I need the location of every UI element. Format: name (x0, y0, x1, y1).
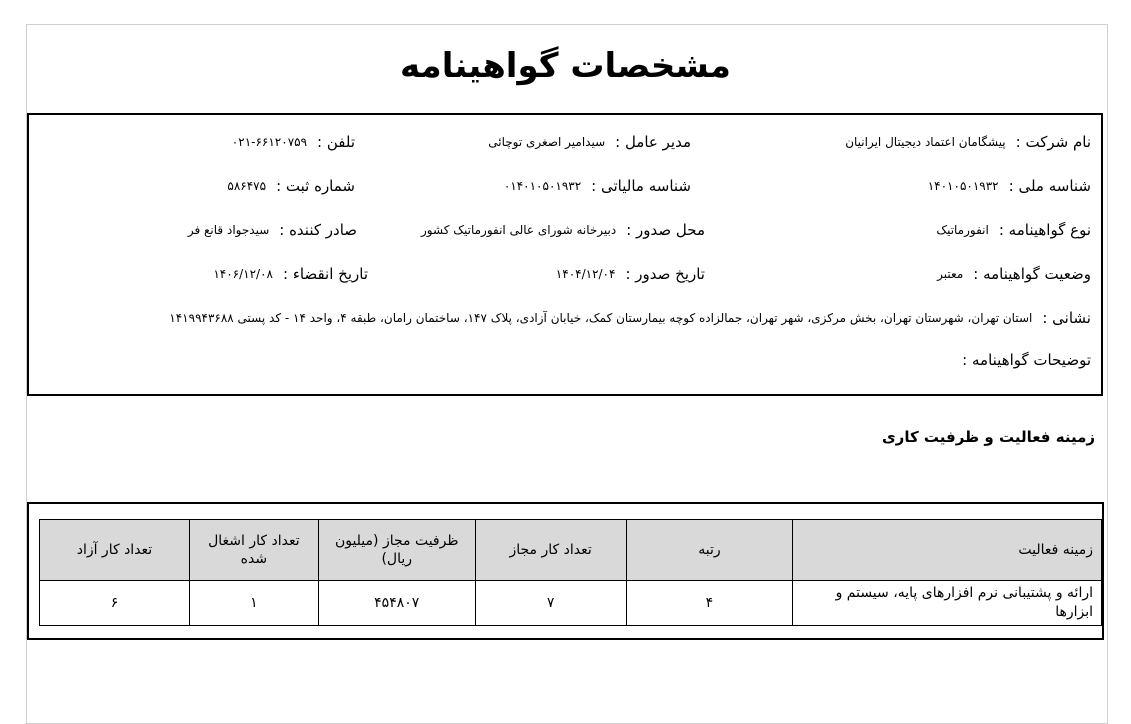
cell-activity-field: ارائه و پشتیبانی نرم افزارهای پایه، سیستم و ابزارها (793, 581, 1102, 626)
table-row (40, 581, 1102, 626)
issue-place-value: دبیرخانه شورای عالی انفورماتیک کشور (421, 223, 617, 237)
cert-type-value: انفورماتیک (936, 223, 989, 237)
reg-number-value: ۵۸۶۴۷۵ (227, 179, 267, 193)
tax-id-value: ۰۱۴۰۱۰۵۰۱۹۳۲ (503, 179, 582, 193)
national-id-value: ۱۴۰۱۰۵۰۱۹۳۲ (927, 179, 999, 193)
ceo-value: سیدامیر اصغری توچائی (488, 135, 606, 149)
tax-id-field (504, 177, 691, 195)
issue-date-value: ۱۴۰۴/۱۲/۰۴ (555, 267, 616, 281)
header-rank: رتبه (626, 520, 793, 581)
header-occupied-jobs: تعداد کار اشغال شده (189, 520, 318, 581)
cert-type-field (936, 221, 1091, 239)
activity-section-title: زمینه فعالیت و ظرفیت کاری (881, 428, 1095, 446)
company-name-label: نام شرکت : (1015, 133, 1091, 151)
cell-occupied-jobs: ۱ (189, 581, 318, 626)
header-free-jobs: تعداد کار آزاد (40, 520, 190, 581)
cell-allowed-capacity: ۴۵۴۸۰۷ (318, 581, 475, 626)
issuer-value: سیدجواد قانع فر (187, 223, 270, 237)
header-allowed-jobs: تعداد کار مجاز (475, 520, 626, 581)
cert-status-label: وضعیت گواهینامه : (973, 265, 1091, 283)
issue-place-field (421, 221, 705, 239)
page-title: مشخصات گواهینامه (400, 46, 731, 86)
expiry-date-label: تاریخ انقضاء : (283, 265, 368, 283)
company-name-field (845, 133, 1091, 151)
issue-place-label: محل صدور : (626, 221, 705, 239)
description-field (952, 351, 1091, 369)
description-label: توضیحات گواهینامه : (962, 351, 1091, 369)
reg-number-field (227, 177, 355, 195)
header-allowed-capacity: ظرفیت مجاز (میلیون ریال) (318, 520, 475, 581)
activity-table-box (27, 502, 1104, 640)
national-id-field (928, 177, 1091, 195)
issue-date-label: تاریخ صدور : (625, 265, 705, 283)
phone-value: ۰۲۱-۶۶۱۲۰۷۵۹ (231, 135, 308, 149)
phone-label: تلفن : (317, 133, 355, 151)
cell-allowed-jobs: ۷ (475, 581, 626, 626)
cert-status-field (937, 265, 1091, 283)
ceo-label: مدیر عامل : (615, 133, 691, 151)
header-activity-field: زمینه فعالیت (793, 520, 1102, 581)
activity-table (39, 519, 1102, 626)
expiry-date-field (213, 265, 368, 283)
cert-status-value: معتبر (937, 267, 964, 281)
certificate-info-box (27, 113, 1103, 396)
address-value: استان تهران، شهرستان تهران، بخش مرکزی، شهر تهران، جمالزاده کوچه بیمارستان کمک، خیابان آزادی، پلاک ۱۴۷، ساختمان رامان، طبقه ۴، واحد ۱۴ - کد پستی ۱۴۱۹۹۴۳۶۸۸ (169, 311, 1033, 325)
expiry-date-value: ۱۴۰۶/۱۲/۰۸ (213, 267, 273, 281)
national-id-label: شناسه ملی : (1008, 177, 1091, 195)
phone-field (232, 133, 355, 151)
cell-rank: ۴ (626, 581, 793, 626)
cell-free-jobs: ۶ (40, 581, 190, 626)
issuer-label: صادر کننده : (279, 221, 357, 239)
cert-type-label: نوع گواهینامه : (998, 221, 1091, 239)
address-label: نشانی : (1042, 309, 1091, 327)
reg-number-label: شماره ثبت : (276, 177, 355, 195)
issuer-field (188, 221, 357, 239)
ceo-field (488, 133, 691, 151)
tax-id-label: شناسه مالیاتی : (591, 177, 691, 195)
table-header-row (40, 520, 1102, 581)
issue-date-field (556, 265, 705, 283)
company-name-value: پیشگامان اعتماد دیجیتال ایرانیان (845, 135, 1006, 149)
address-field (169, 309, 1091, 327)
